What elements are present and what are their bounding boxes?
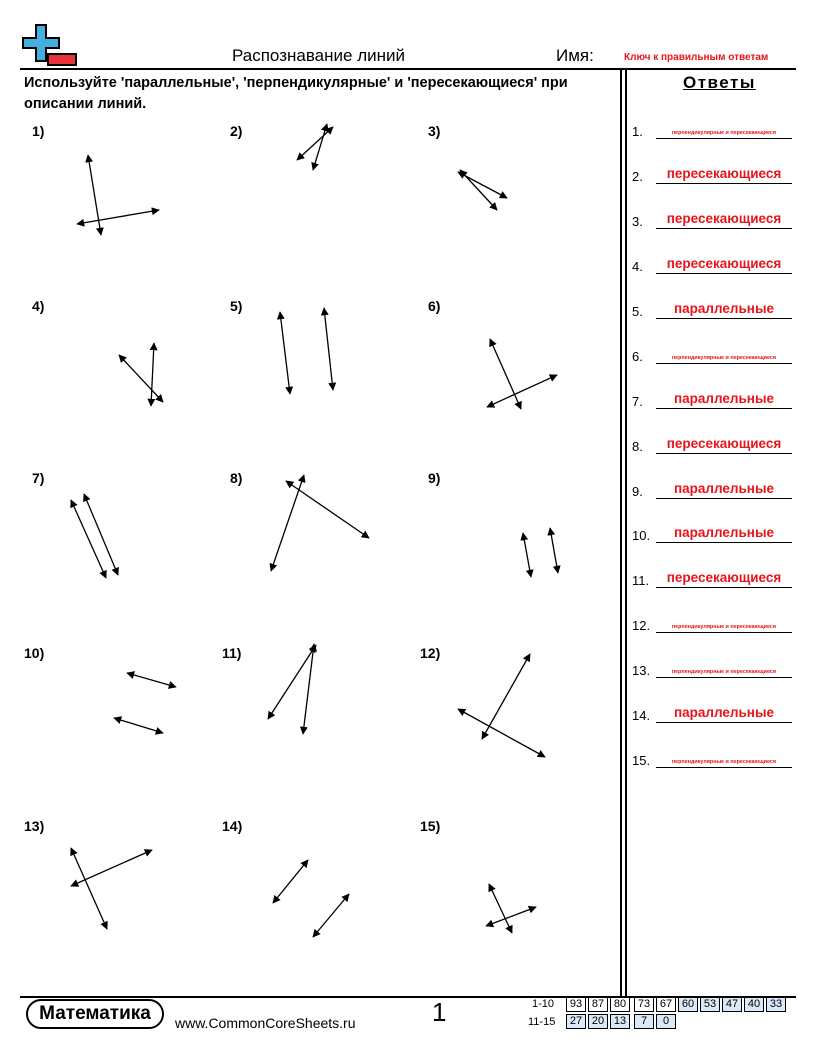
answer-number: 9. xyxy=(632,484,643,499)
answer-number: 15. xyxy=(632,753,651,768)
name-label: Имя: xyxy=(556,46,594,65)
problem-number: 5) xyxy=(230,298,243,314)
answer-number: 4. xyxy=(632,259,643,274)
answer-key-label: Ключ к правильным ответам xyxy=(624,52,769,63)
answer-number: 11. xyxy=(632,573,650,588)
site-url: www.CommonCoreSheets.ru xyxy=(175,1015,356,1031)
line-10b xyxy=(114,718,163,733)
line-15b xyxy=(486,907,536,926)
page-number: 1 xyxy=(432,997,447,1027)
line-12b xyxy=(458,709,545,757)
line-1b xyxy=(77,210,159,224)
problem-number: 8) xyxy=(230,470,243,486)
score-row-label: 1-10 xyxy=(532,998,555,1010)
problem-number: 7) xyxy=(32,470,45,486)
line-15a xyxy=(489,884,512,933)
answer-number: 13. xyxy=(632,663,651,678)
problem-number: 10) xyxy=(24,645,45,661)
score-cell: 13 xyxy=(610,1014,630,1029)
answer-text: пересекающиеся xyxy=(666,436,782,451)
problem-number: 4) xyxy=(32,298,45,314)
score-cell: 80 xyxy=(610,997,630,1012)
answer-number: 7. xyxy=(632,394,643,409)
score-cell: 20 xyxy=(588,1014,608,1029)
answer-text: параллельные xyxy=(674,525,774,540)
answer-text: перпендикулярные и пересекающиеся xyxy=(671,669,777,675)
answer-number: 2. xyxy=(632,169,643,184)
answer-number: 12. xyxy=(632,618,651,633)
line-7b xyxy=(84,494,118,575)
line-5b xyxy=(324,308,333,390)
answer-text: пересекающиеся xyxy=(666,166,782,181)
line-8b xyxy=(286,481,369,538)
answer-text: перпендикулярные и пересекающиеся xyxy=(671,624,777,630)
answer-number: 6. xyxy=(632,349,643,364)
line-9b xyxy=(550,528,558,573)
answer-text: перпендикулярные и пересекающиеся xyxy=(671,130,777,136)
score-cell: 33 xyxy=(766,997,786,1012)
score-cell: 60 xyxy=(678,997,698,1012)
answer-text: параллельные xyxy=(674,301,774,316)
problem-number: 9) xyxy=(428,470,441,486)
score-row-label: 11-15 xyxy=(528,1016,556,1028)
problem-number: 12) xyxy=(420,645,441,661)
score-cell: 27 xyxy=(566,1014,586,1029)
answer-number: 1. xyxy=(632,124,643,139)
line-14b xyxy=(313,894,349,937)
line-2b xyxy=(313,124,327,170)
line-2a xyxy=(297,127,333,160)
answer-text: пересекающиеся xyxy=(666,211,782,226)
line-4a xyxy=(119,355,163,402)
line-9a xyxy=(523,533,531,577)
problem-number: 13) xyxy=(24,818,45,834)
answers-title: Ответы xyxy=(683,73,756,92)
line-13b xyxy=(71,850,152,886)
answer-text: параллельные xyxy=(674,705,774,720)
answer-text: параллельные xyxy=(674,391,774,406)
answer-number: 3. xyxy=(632,214,643,229)
problem-number: 2) xyxy=(230,123,243,139)
line-4b xyxy=(151,343,154,406)
problem-number: 15) xyxy=(420,818,441,834)
line-6b xyxy=(487,375,557,407)
score-cell: 67 xyxy=(656,997,676,1012)
answer-text: пересекающиеся xyxy=(666,256,782,271)
score-cell: 40 xyxy=(744,997,764,1012)
score-cell: 47 xyxy=(722,997,742,1012)
score-cell: 0 xyxy=(656,1014,676,1029)
score-cell: 73 xyxy=(634,997,654,1012)
answer-number: 14. xyxy=(632,708,651,723)
problem-number: 11) xyxy=(222,645,242,661)
answer-number: 5. xyxy=(632,304,643,319)
instructions: Используйте 'параллельные', 'перпендикулярные' и 'пересекающиеся' при описании линий. xyxy=(24,75,568,112)
answer-number: 8. xyxy=(632,439,643,454)
answer-text: перпендикулярные и пересекающиеся xyxy=(671,355,777,361)
problem-number: 14) xyxy=(222,818,243,834)
line-14a xyxy=(273,860,308,903)
line-10a xyxy=(127,673,176,687)
score-cell: 7 xyxy=(634,1014,654,1029)
line-13a xyxy=(71,848,107,929)
score-cell: 53 xyxy=(700,997,720,1012)
score-cell: 87 xyxy=(588,997,608,1012)
line-5a xyxy=(280,312,290,394)
problem-number: 1) xyxy=(32,123,45,139)
line-7a xyxy=(71,500,106,578)
problem-number: 3) xyxy=(428,123,441,139)
problem-number: 6) xyxy=(428,298,441,314)
score-cell: 93 xyxy=(566,997,586,1012)
page-title: Распознавание линий xyxy=(232,46,405,65)
answer-text: перпендикулярные и пересекающиеся xyxy=(671,759,777,765)
line-1a xyxy=(88,155,101,235)
brand-logo: Математика xyxy=(26,999,164,1029)
answer-text: параллельные xyxy=(674,481,774,496)
answer-text: пересекающиеся xyxy=(666,570,782,585)
answer-number: 10. xyxy=(632,528,651,543)
